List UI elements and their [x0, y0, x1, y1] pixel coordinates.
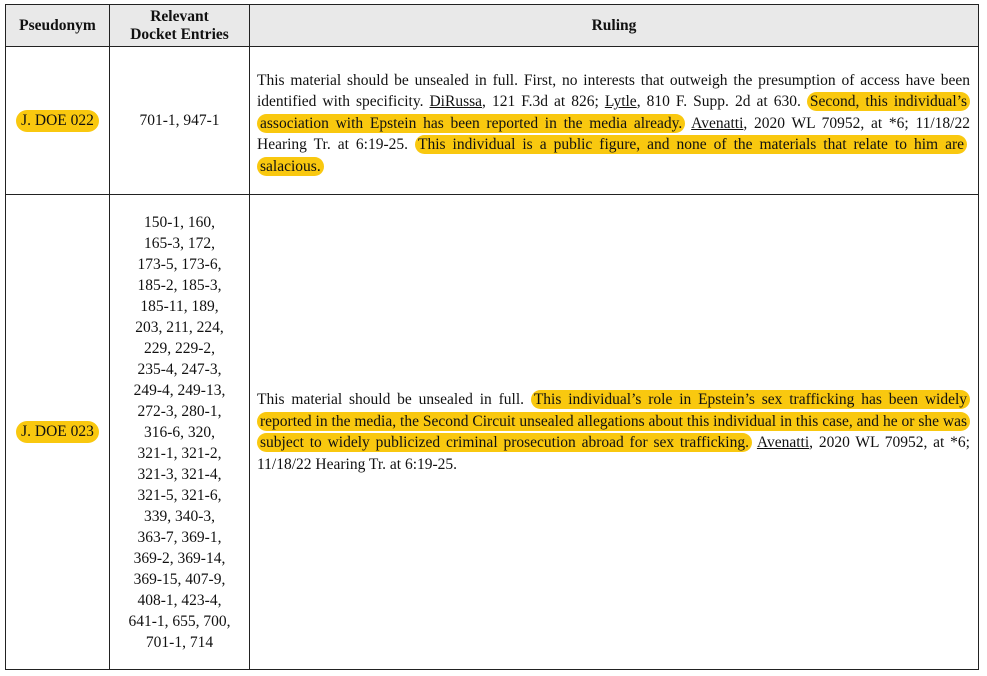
- docket-entry-line: 321-3, 321-4,: [137, 465, 222, 483]
- citation-text: , 810 F. Supp. 2d at 630.: [636, 93, 801, 111]
- highlighted-text: Second, this individual’s association with Epstein has been reported in the media already.: [257, 92, 970, 133]
- sealing-ruling-table: [5, 4, 979, 670]
- citation-text: , 2020 WL 70952, at *6; 11/18/22 Hearing Tr. at 6:19-25.: [257, 434, 970, 473]
- docket-entry-line: 339, 340-3,: [143, 507, 216, 525]
- ruling-cell: [250, 47, 979, 195]
- citation-text: , 121 F.3d at 826;: [482, 93, 605, 111]
- docket-cell: [110, 47, 250, 195]
- docket-cell: [110, 195, 250, 670]
- header-docket-line-1: Relevant: [150, 7, 209, 25]
- docket-entry-line: 316-6, 320,: [143, 423, 216, 441]
- pseudonym-cell: [6, 195, 110, 670]
- docket-entry-line: 173-5, 173-6,: [137, 255, 222, 273]
- docket-entry-line: 185-2, 185-3,: [137, 276, 222, 294]
- case-name-avenatti: Avenatti: [756, 434, 810, 451]
- highlighted-text: This individual is a public figure, and none of the materials that relate to him are salacious.: [257, 135, 967, 176]
- docket-entry-line: 229, 229-2,: [143, 339, 216, 357]
- docket-entry-line: 363-7, 369-1,: [137, 528, 222, 546]
- docket-entry-line: 249-4, 249-13,: [133, 381, 226, 399]
- docket-entries: [110, 212, 249, 653]
- docket-entry-line: 641-1, 655, 700,: [128, 612, 231, 630]
- docket-entry-line: 185-11, 189,: [140, 297, 219, 315]
- ruling-text: This material should be unsealed in full.: [257, 391, 531, 408]
- docket-entry-line: 150-1, 160,: [143, 213, 216, 231]
- docket-entry-line: 321-5, 321-6,: [137, 486, 222, 504]
- pseudonym-cell: [6, 47, 110, 195]
- header-docket-line-2: Docket Entries: [130, 25, 229, 43]
- citation-text: , 2020 WL 70952, at *6; 11/18/22 Hearing Tr. at 6:19-25.: [257, 114, 970, 154]
- pseudonym-highlight: J. DOE 022: [16, 110, 99, 132]
- case-name-dirussa: DiRussa: [429, 93, 483, 111]
- docket-entry-line: 272-3, 280-1,: [137, 402, 222, 420]
- case-name-avenatti: Avenatti: [691, 114, 744, 132]
- docket-entry-line: 321-1, 321-2,: [137, 444, 222, 462]
- docket-entry-line: 701-1, 714: [145, 633, 214, 651]
- docket-entries: 701-1, 947-1: [139, 112, 220, 129]
- table-header-row: [6, 5, 979, 47]
- docket-entry-line: 165-3, 172,: [143, 234, 216, 252]
- docket-entry-line: 408-1, 423-4,: [137, 591, 222, 609]
- docket-entry-line: 235-4, 247-3,: [137, 360, 222, 378]
- table-row: [6, 195, 979, 670]
- highlighted-text: This individual’s role in Epstein’s sex trafficking has been widely reported in the media, the Second Circuit unsealed allegations about this individual in this case, and he or she was subject to widely publicized criminal prosecution abroad for sex trafficking.: [257, 390, 970, 452]
- docket-entry-line: 369-15, 407-9,: [133, 570, 226, 588]
- case-name-lytle: Lytle: [604, 93, 637, 111]
- table-row: [6, 47, 979, 195]
- header-ruling: Ruling: [250, 5, 979, 47]
- ruling-cell: [250, 195, 979, 670]
- header-docket-entries: [110, 5, 250, 47]
- ruling-text: This material should be unsealed in full. First, no interests that outweigh the presumption of access have been identified with specificity.: [257, 71, 970, 111]
- docket-entry-line: 203, 211, 224,: [135, 318, 224, 336]
- header-pseudonym: Pseudonym: [6, 5, 110, 47]
- docket-entry-line: 369-2, 369-14,: [133, 549, 226, 567]
- pseudonym-highlight: J. DOE 023: [16, 421, 99, 443]
